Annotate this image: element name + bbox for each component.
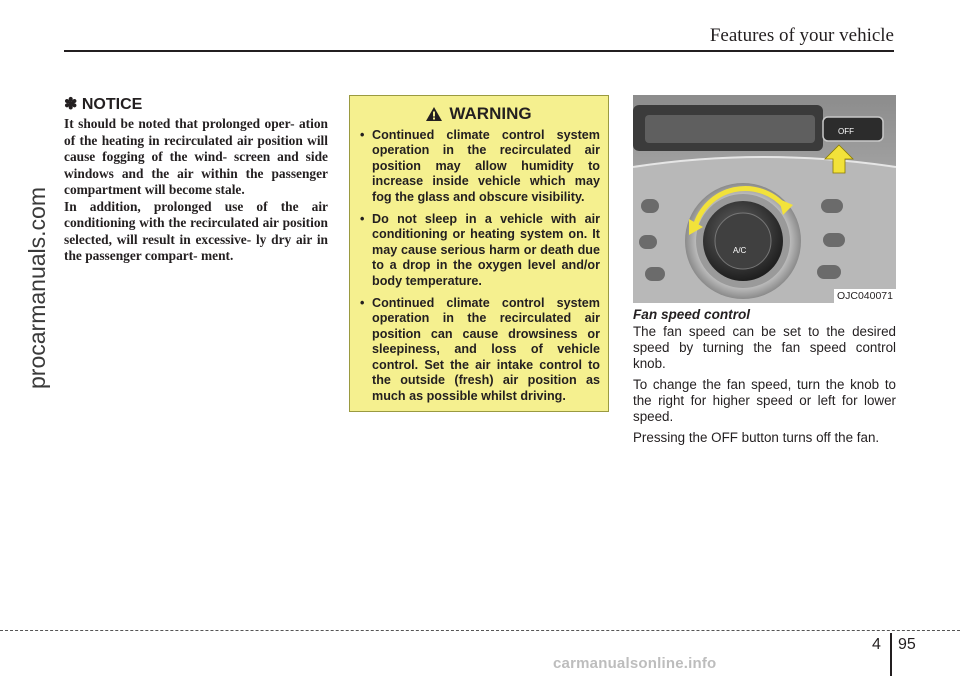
page-header-title: Features of your vehicle: [709, 25, 894, 46]
warning-title-row: [357, 104, 600, 124]
warning-bullet-text: Continued climate control system operation in the recirculated air position may allow humidity to increase inside vehicle which may fog the glass and obscure visibility.: [372, 128, 600, 204]
fan-paragraph-3: Pressing the OFF button turns off the fan.: [633, 430, 880, 445]
warning-bullet-text: Do not sleep in a vehicle with air conditioning or heating system on. It may cause serious harm or death due to a drop in the oxygen level and/or body temperature.: [372, 212, 600, 288]
notice-box: [64, 94, 328, 265]
bullet-icon: •: [360, 212, 365, 227]
bullet-icon: •: [360, 296, 365, 311]
bullet-icon: •: [360, 128, 365, 142]
photo-caption: OJC040071: [834, 289, 896, 303]
fan-paragraph-1: The fan speed can be set to the desired speed by turning the fan speed control knob.: [633, 324, 896, 371]
warning-list: [357, 128, 600, 404]
chapter-number: 4: [872, 636, 881, 653]
header-rule: [64, 50, 894, 52]
warning-title: WARNING: [449, 104, 532, 123]
notice-heading: ✽ NOTICE: [64, 96, 143, 113]
warning-triangle-icon: [425, 106, 443, 122]
footer-watermark: carmanualsonline.info: [553, 655, 717, 672]
notice-paragraph-2: In addition, prolonged use of the air conditioning with the recirculated air position selected, will result in excessive- ly dry air in the passenger compart- ment.: [64, 198, 328, 263]
fan-speed-heading: Fan speed control: [633, 307, 751, 322]
off-button-label: OFF: [838, 127, 854, 136]
warning-bullet-3: [357, 296, 600, 404]
page-number-separator: [890, 633, 892, 676]
climate-panel-illustration: [633, 95, 896, 303]
side-watermark: procarmanuals.com: [24, 187, 50, 389]
footer-rule: [0, 630, 960, 631]
warning-bullet-2: [357, 212, 600, 289]
fan-speed-section: [633, 307, 896, 451]
page-number: 95: [898, 636, 916, 653]
fan-paragraph-2: To change the fan speed, turn the knob to the right for higher speed or left for lower speed.: [633, 377, 896, 424]
warning-box: [349, 95, 609, 412]
ac-button-label: A/C: [733, 246, 747, 255]
warning-bullet-1: [357, 128, 600, 205]
notice-paragraph-1: It should be noted that prolonged oper- ation of the heating in recirculated air position will cause fogging of the wind- screen and side windows and the air within the passenger compartment will become stale.: [64, 116, 328, 197]
warning-bullet-text: Continued climate control system operation in the recirculated air position can cause drowsiness or sleepiness, and loss of vehicle control. Set the air intake control to the outside (fresh) air position as much as possible whilst driving.: [372, 296, 600, 403]
climate-control-photo: [633, 95, 896, 303]
